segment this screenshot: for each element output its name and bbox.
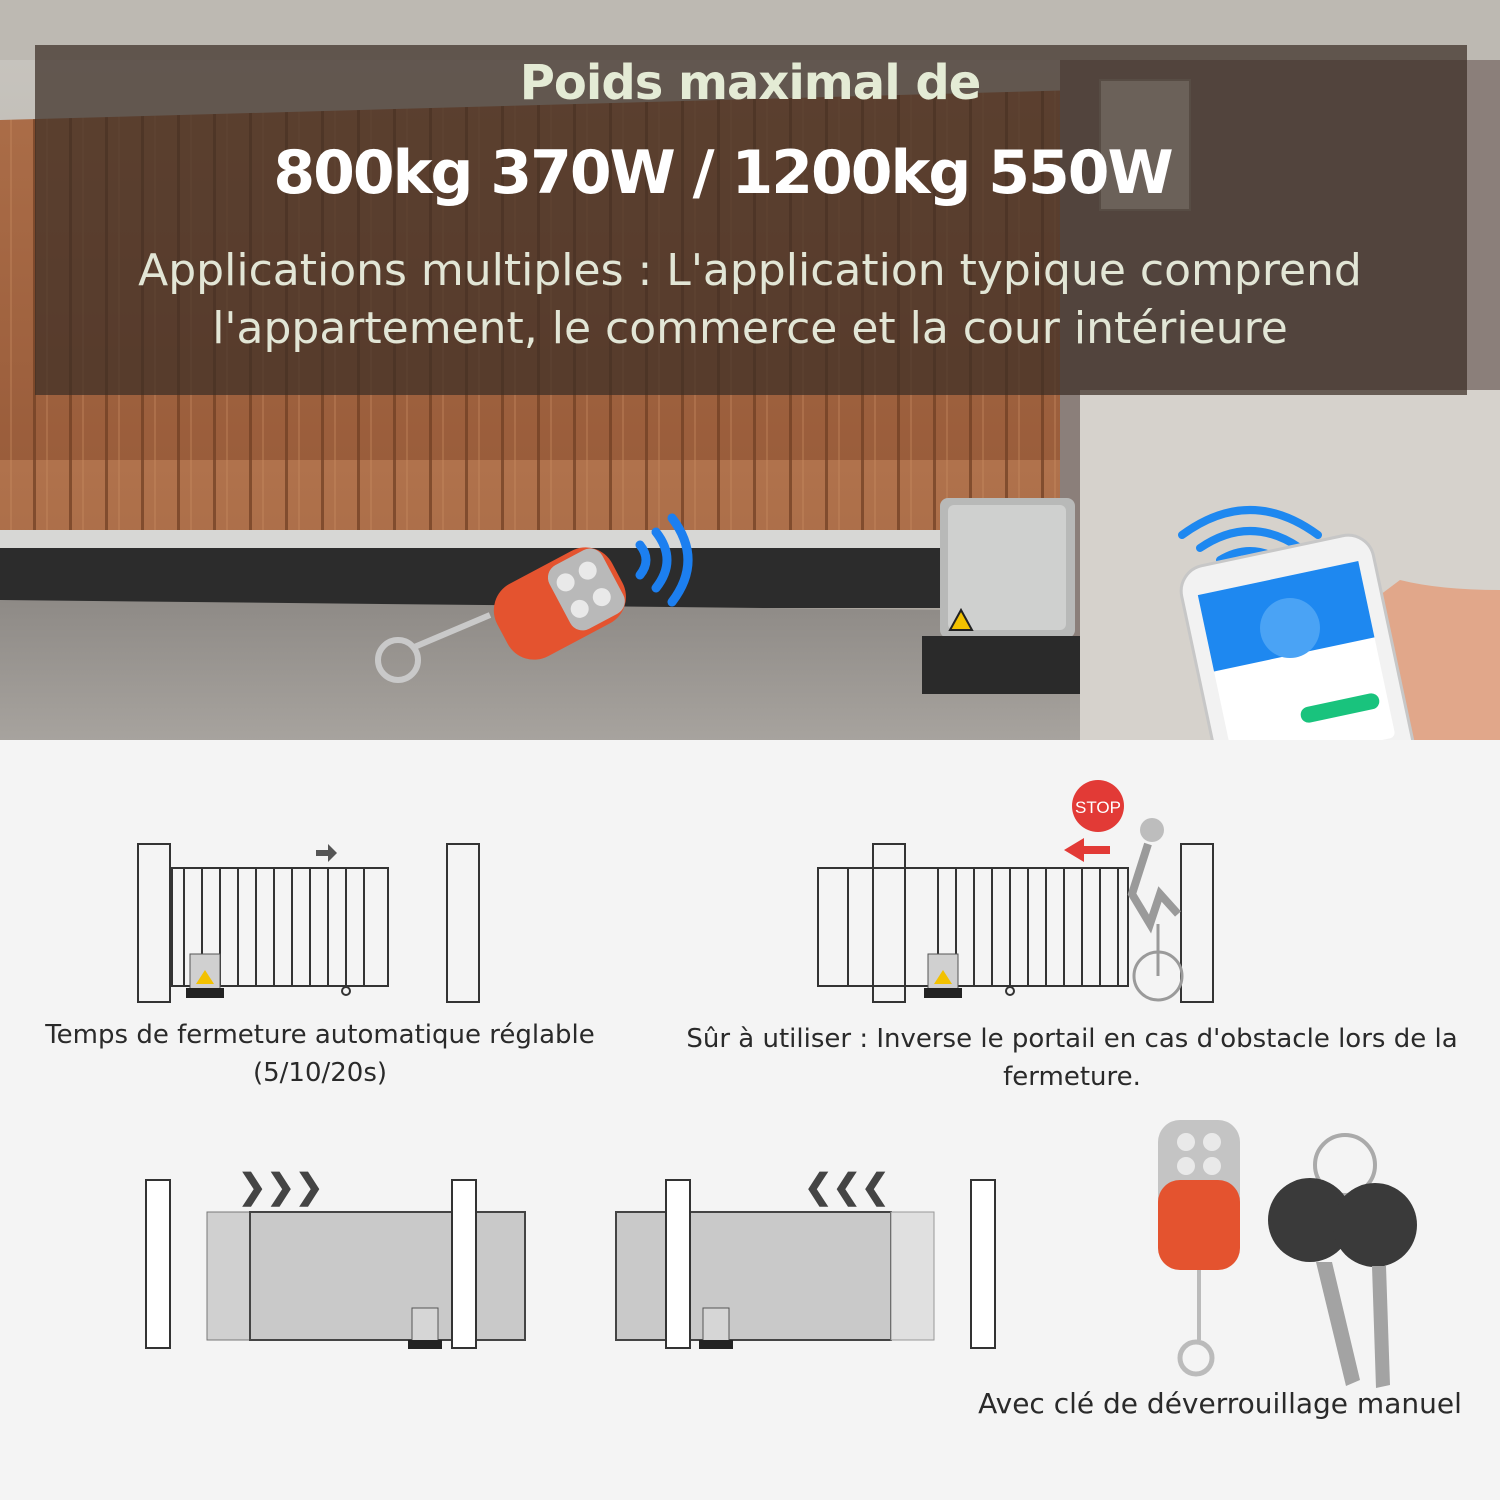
cyclist-icon bbox=[1132, 818, 1182, 1000]
banner-title: Poids maximal de bbox=[519, 55, 981, 111]
arrow-left-icon bbox=[1064, 838, 1110, 862]
sliding-gate-open bbox=[146, 1168, 525, 1349]
remote-control-icon bbox=[1158, 1120, 1240, 1374]
sliding-gate-closed bbox=[616, 1168, 995, 1349]
gate-motor-icon bbox=[924, 954, 962, 998]
manual-key-caption: Avec clé de déverrouillage manuel bbox=[978, 1387, 1462, 1420]
banner-description bbox=[40, 242, 1460, 358]
stop-sign-icon bbox=[1072, 780, 1124, 832]
svg-text:❮❮❮: ❮❮❮ bbox=[804, 1168, 890, 1206]
keys-icon bbox=[1268, 1135, 1417, 1388]
stop-sign-label: STOP bbox=[1075, 798, 1121, 817]
safety-label: Sûr à utiliser : Inverse le portail en cas d'obstacle lors de la bbox=[686, 1024, 1458, 1054]
svg-text:❯❯❯: ❯❯❯ bbox=[238, 1168, 324, 1206]
safety-caption bbox=[672, 1020, 1472, 1096]
hero-photo bbox=[0, 0, 1500, 740]
auto-close-times: (5/10/20s) bbox=[252, 1058, 388, 1088]
gate-motor-icon bbox=[186, 954, 224, 998]
safety-label-cont: fermeture. bbox=[1003, 1062, 1141, 1092]
auto-close-caption bbox=[20, 1016, 620, 1092]
auto-close-label: Temps de fermeture automatique réglable bbox=[45, 1020, 595, 1050]
banner-description-line2: l'appartement, le commerce et la cour intérieure bbox=[212, 303, 1288, 354]
banner-specs: 800kg 370W / 1200kg 550W bbox=[273, 138, 1172, 208]
gate-diagram-auto-close bbox=[138, 844, 479, 1002]
features-panel bbox=[0, 740, 1500, 1500]
gate-motor-icon bbox=[922, 498, 1080, 694]
arrow-right-icon bbox=[316, 844, 337, 862]
banner-description-line1: Applications multiples : L'application typique comprend bbox=[138, 245, 1362, 296]
